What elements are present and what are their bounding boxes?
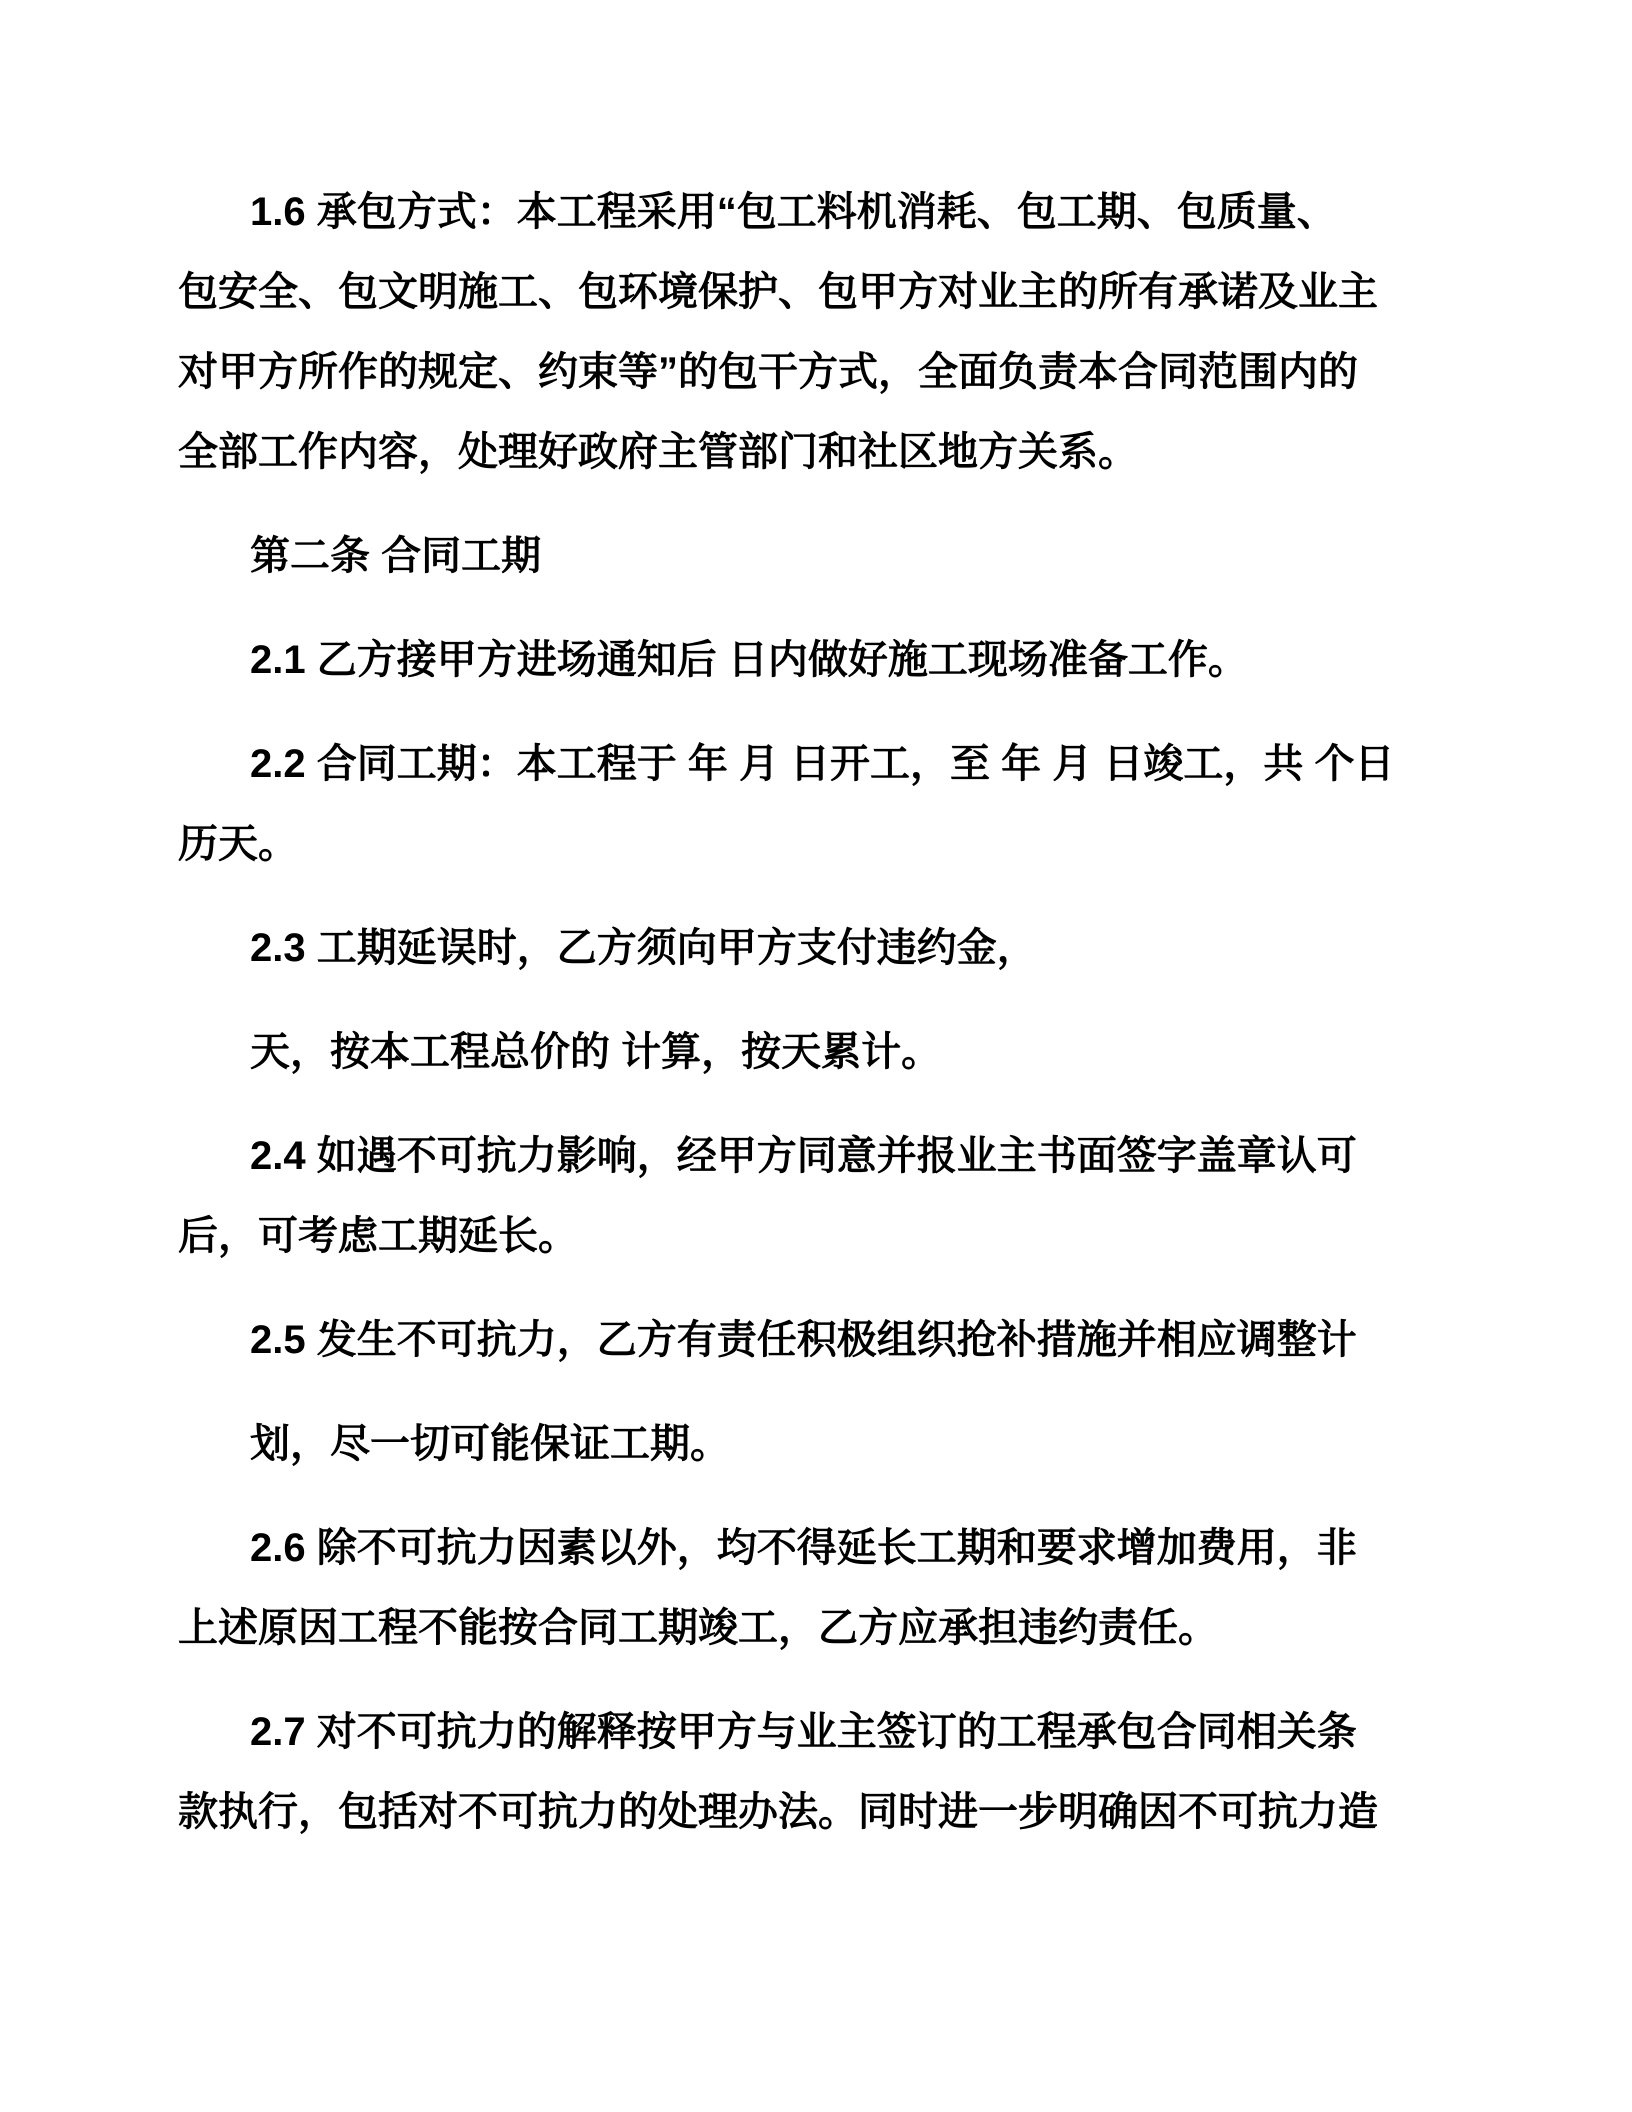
clause-1-6-line-2: 包安全、包文明施工、包环境保护、包甲方对业主的所有承诺及业主 — [178, 270, 1378, 314]
clause-2-7-line-1: 2.7 对不可抗力的解释按甲方与业主签订的工程承包合同相关条 — [250, 1710, 1357, 1754]
clause-2-5-paragraph — [178, 1300, 1418, 1380]
clause-1-6-paragraph — [178, 172, 1418, 492]
contract-text-body — [178, 172, 1418, 1852]
clause-1-6-line-3: 对甲方所作的规定、约束等”的包干方式，全面负责本合同范围内的 — [178, 350, 1358, 394]
clause-1-6-line-1: 1.6 承包方式：本工程采用“包工料机消耗、包工期、包质量、 — [250, 190, 1337, 234]
clause-2-4-paragraph — [178, 1116, 1418, 1276]
clause-1-6-line-4: 全部工作内容，处理好政府主管部门和社区地方关系。 — [178, 430, 1138, 474]
clause-2-7-line-2: 款执行，包括对不可抗力的处理办法。同时进一步明确因不可抗力造 — [178, 1790, 1378, 1834]
clause-2-6-line-2: 上述原因工程不能按合同工期竣工，乙方应承担违约责任。 — [178, 1606, 1218, 1650]
clause-2-1-line-1: 2.1 乙方接甲方进场通知后 日内做好施工现场准备工作。 — [250, 638, 1248, 682]
clause-2-5-line-2: 划，尽一切可能保证工期。 — [250, 1422, 730, 1466]
clause-2-4-line-2: 后，可考虑工期延长。 — [178, 1214, 578, 1258]
clause-2-4-line-1: 2.4 如遇不可抗力影响，经甲方同意并报业主书面签字盖章认可 — [250, 1134, 1357, 1178]
clause-2-3-line-2: 天，按本工程总价的 计算，按天累计。 — [250, 1030, 942, 1074]
clause-2-3-paragraph — [178, 908, 1418, 988]
clause-2-2-paragraph — [178, 724, 1418, 884]
article-2-heading: 第二条 合同工期 — [250, 534, 542, 578]
article-2-heading-paragraph — [178, 516, 1418, 596]
clause-2-6-line-1: 2.6 除不可抗力因素以外，均不得延长工期和要求增加费用，非 — [250, 1526, 1357, 1570]
clause-2-6-paragraph — [178, 1508, 1418, 1668]
clause-2-2-line-1: 2.2 合同工期：本工程于 年 月 日开工，至 年 月 日竣工，共 个日 — [250, 742, 1395, 786]
clause-2-1-paragraph — [178, 620, 1418, 700]
clause-2-3-continuation-paragraph — [178, 1012, 1418, 1092]
clause-2-5-line-1: 2.5 发生不可抗力，乙方有责任积极组织抢补措施并相应调整计 — [250, 1318, 1357, 1362]
clause-2-3-line-1: 2.3 工期延误时，乙方须向甲方支付违约金， — [250, 926, 1037, 970]
clause-2-5-continuation-paragraph — [178, 1404, 1418, 1484]
clause-2-7-paragraph — [178, 1692, 1418, 1852]
clause-2-2-line-2: 历天。 — [178, 822, 298, 866]
